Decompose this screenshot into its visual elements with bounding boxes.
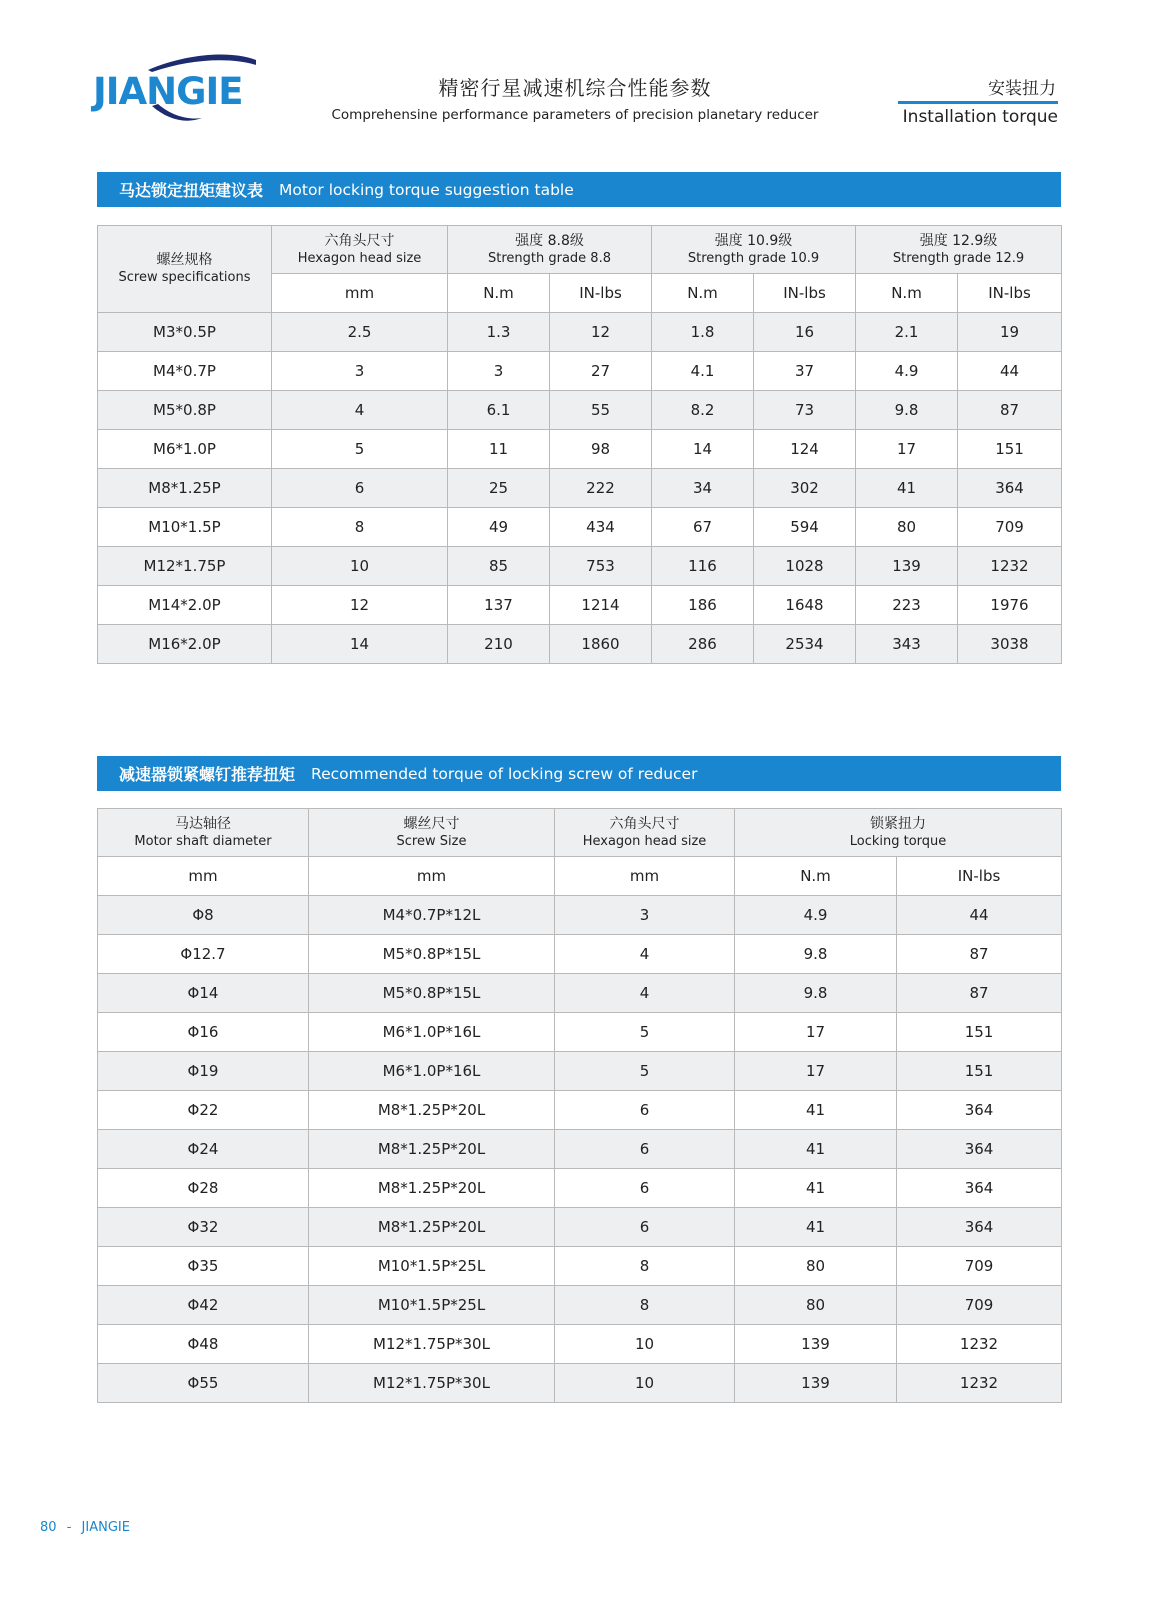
table-cell: M8*1.25P*20L [309, 1208, 555, 1247]
table-cell: 364 [897, 1208, 1062, 1247]
table-cell: Φ14 [98, 974, 309, 1013]
table2-title-en: Recommended torque of locking screw of reducer [311, 764, 698, 783]
table2-title-bar [97, 756, 1061, 791]
table-cell: 3 [272, 352, 448, 391]
header-hex-head: 六角头尺寸 Hexagon head size [555, 809, 735, 857]
table-row [98, 1364, 1062, 1403]
table-cell: 151 [897, 1013, 1062, 1052]
table-cell: 124 [754, 430, 856, 469]
table-row [98, 469, 1062, 508]
table-cell: 87 [897, 935, 1062, 974]
table-cell: 709 [958, 508, 1062, 547]
unit-cell: IN-lbs [550, 274, 652, 313]
table-cell: 1232 [897, 1364, 1062, 1403]
table-cell: 8 [555, 1247, 735, 1286]
table-row [98, 508, 1062, 547]
table-cell: 222 [550, 469, 652, 508]
table-cell: M16*2.0P [98, 625, 272, 664]
table-cell: M5*0.8P [98, 391, 272, 430]
header-shaft-diameter: 马达轴径 Motor shaft diameter [98, 809, 309, 857]
table-cell: 14 [652, 430, 754, 469]
table-cell: 1214 [550, 586, 652, 625]
table-cell: M4*0.7P*12L [309, 896, 555, 935]
table-row [98, 625, 1062, 664]
table-cell: 11 [448, 430, 550, 469]
unit-cell: N.m [448, 274, 550, 313]
table-cell: 709 [897, 1286, 1062, 1325]
table-row [98, 1052, 1062, 1091]
table-cell: 364 [958, 469, 1062, 508]
table-cell: 116 [652, 547, 754, 586]
table-cell: Φ28 [98, 1169, 309, 1208]
table-cell: 210 [448, 625, 550, 664]
table-cell: 151 [958, 430, 1062, 469]
table-cell: 8.2 [652, 391, 754, 430]
table-cell: 19 [958, 313, 1062, 352]
table-cell: 4.9 [856, 352, 958, 391]
table-cell: 753 [550, 547, 652, 586]
header-screw-spec: 螺丝规格 Screw specifications [98, 226, 272, 313]
table-row [98, 1091, 1062, 1130]
table-cell: M3*0.5P [98, 313, 272, 352]
section-underline [898, 101, 1058, 104]
table-cell: 10 [272, 547, 448, 586]
table-cell: M8*1.25P [98, 469, 272, 508]
footer-brand: JIANGIE [81, 1520, 130, 1535]
table-cell: 434 [550, 508, 652, 547]
table-row [98, 1325, 1062, 1364]
unit-cell: N.m [652, 274, 754, 313]
table-cell: 41 [735, 1169, 897, 1208]
locking-screw-torque-table [97, 808, 1062, 1403]
table-cell: 14 [272, 625, 448, 664]
header-title-en: Comprehensine performance parameters of precision planetary reducer [331, 107, 819, 123]
unit-cell: mm [272, 274, 448, 313]
unit-cell: IN-lbs [754, 274, 856, 313]
table-cell: 6 [555, 1130, 735, 1169]
unit-cell: mm [309, 857, 555, 896]
table-cell: 16 [754, 313, 856, 352]
table-cell: 343 [856, 625, 958, 664]
table-cell: 9.8 [735, 935, 897, 974]
table1-title-en: Motor locking torque suggestion table [279, 180, 574, 199]
table-cell: Φ35 [98, 1247, 309, 1286]
table-cell: 9.8 [856, 391, 958, 430]
table-cell: 302 [754, 469, 856, 508]
table-cell: 364 [897, 1091, 1062, 1130]
table-cell: M5*0.8P*15L [309, 935, 555, 974]
table-cell: 67 [652, 508, 754, 547]
table-cell: 3 [555, 896, 735, 935]
table-cell: Φ8 [98, 896, 309, 935]
table-cell: 5 [272, 430, 448, 469]
header-grade-12-9: 强度 12.9级 Strength grade 12.9 [856, 226, 1062, 274]
table-row [98, 1286, 1062, 1325]
table-cell: M5*0.8P*15L [309, 974, 555, 1013]
table-cell: 41 [735, 1208, 897, 1247]
unit-cell: mm [555, 857, 735, 896]
table-cell: 4.1 [652, 352, 754, 391]
table-cell: M10*1.5P*25L [309, 1247, 555, 1286]
table-cell: M10*1.5P*25L [309, 1286, 555, 1325]
table-cell: 73 [754, 391, 856, 430]
table-row [98, 896, 1062, 935]
table-cell: 2.5 [272, 313, 448, 352]
table-cell: 223 [856, 586, 958, 625]
table-cell: 17 [735, 1013, 897, 1052]
table-row [98, 1169, 1062, 1208]
table-cell: M12*1.75P*30L [309, 1364, 555, 1403]
table-cell: 25 [448, 469, 550, 508]
table-cell: 44 [958, 352, 1062, 391]
table-cell: M4*0.7P [98, 352, 272, 391]
table1-title-bar [97, 172, 1061, 207]
table-cell: 2534 [754, 625, 856, 664]
table-row [98, 974, 1062, 1013]
table-cell: 98 [550, 430, 652, 469]
table2-title-cn: 减速器锁紧螺钉推荐扭矩 [119, 765, 296, 784]
table-cell: 37 [754, 352, 856, 391]
table-cell: 6.1 [448, 391, 550, 430]
table-cell: 139 [856, 547, 958, 586]
table-cell: 12 [272, 586, 448, 625]
header-title-cn: 精密行星减速机综合性能参数 [438, 76, 712, 100]
table-cell: M14*2.0P [98, 586, 272, 625]
table-cell: 17 [735, 1052, 897, 1091]
table-row [98, 586, 1062, 625]
table-row [98, 313, 1062, 352]
table-cell: 6 [555, 1169, 735, 1208]
svg-text:JIANGIE: JIANGIE [93, 70, 243, 113]
table-cell: M8*1.25P*20L [309, 1169, 555, 1208]
table-cell: 87 [897, 974, 1062, 1013]
table-cell: 6 [272, 469, 448, 508]
table-cell: 1.3 [448, 313, 550, 352]
header-grade-10-9: 强度 10.9级 Strength grade 10.9 [652, 226, 856, 274]
table-cell: M12*1.75P*30L [309, 1325, 555, 1364]
table-cell: 9.8 [735, 974, 897, 1013]
table-row [98, 1013, 1062, 1052]
table-cell: 364 [897, 1169, 1062, 1208]
table-cell: 49 [448, 508, 550, 547]
table-cell: 3 [448, 352, 550, 391]
page-footer [40, 1520, 130, 1535]
table-cell: 41 [735, 1091, 897, 1130]
table-cell: 17 [856, 430, 958, 469]
table-cell: 186 [652, 586, 754, 625]
unit-cell: IN-lbs [958, 274, 1062, 313]
unit-cell: IN-lbs [897, 857, 1062, 896]
header-grade-8-8: 强度 8.8级 Strength grade 8.8 [448, 226, 652, 274]
table-cell: M6*1.0P*16L [309, 1052, 555, 1091]
table-cell: 594 [754, 508, 856, 547]
table-cell: 709 [897, 1247, 1062, 1286]
table-cell: Φ55 [98, 1364, 309, 1403]
table-cell: 80 [856, 508, 958, 547]
table-cell: 139 [735, 1364, 897, 1403]
table-cell: 8 [272, 508, 448, 547]
table-cell: 286 [652, 625, 754, 664]
table-cell: 34 [652, 469, 754, 508]
table-cell: 137 [448, 586, 550, 625]
section-label-cn: 安装扭力 [988, 79, 1056, 99]
table-cell: 4 [555, 974, 735, 1013]
table-row [98, 352, 1062, 391]
jiangie-logo [90, 48, 265, 123]
table-row [98, 1208, 1062, 1247]
table-cell: 364 [897, 1130, 1062, 1169]
table-cell: 3038 [958, 625, 1062, 664]
table-cell: M6*1.0P*16L [309, 1013, 555, 1052]
table-cell: 2.1 [856, 313, 958, 352]
table-cell: 5 [555, 1013, 735, 1052]
table-cell: 44 [897, 896, 1062, 935]
table-cell: 1232 [897, 1325, 1062, 1364]
table-row [98, 1130, 1062, 1169]
table-cell: Φ48 [98, 1325, 309, 1364]
table-cell: 12 [550, 313, 652, 352]
table-cell: 10 [555, 1364, 735, 1403]
table-row [98, 935, 1062, 974]
page-number: 80 [40, 1520, 57, 1535]
table-cell: M12*1.75P [98, 547, 272, 586]
table-cell: Φ42 [98, 1286, 309, 1325]
unit-cell: N.m [856, 274, 958, 313]
table-cell: 5 [555, 1052, 735, 1091]
table-cell: M6*1.0P [98, 430, 272, 469]
table-cell: M10*1.5P [98, 508, 272, 547]
table1-title-cn: 马达锁定扭矩建议表 [119, 181, 264, 200]
table-cell: Φ16 [98, 1013, 309, 1052]
table-cell: 4 [272, 391, 448, 430]
table-cell: 80 [735, 1247, 897, 1286]
header-screw-size: 螺丝尺寸 Screw Size [309, 809, 555, 857]
table-cell: 1976 [958, 586, 1062, 625]
table-cell: 4.9 [735, 896, 897, 935]
header-locking-torque: 锁紧扭力 Locking torque [735, 809, 1062, 857]
table-cell: Φ19 [98, 1052, 309, 1091]
table-cell: 1.8 [652, 313, 754, 352]
table-cell: 87 [958, 391, 1062, 430]
table-cell: 27 [550, 352, 652, 391]
units-row [98, 857, 1062, 896]
table-cell: 10 [555, 1325, 735, 1364]
table-cell: 41 [856, 469, 958, 508]
table-cell: 41 [735, 1130, 897, 1169]
table-cell: 1232 [958, 547, 1062, 586]
table-cell: 151 [897, 1052, 1062, 1091]
table-cell: 85 [448, 547, 550, 586]
document-header [330, 72, 820, 123]
table-cell: 6 [555, 1208, 735, 1247]
table-cell: 4 [555, 935, 735, 974]
motor-locking-torque-table [97, 225, 1062, 664]
section-label-en: Installation torque [902, 107, 1058, 127]
table-cell: 1648 [754, 586, 856, 625]
table-cell: 139 [735, 1325, 897, 1364]
table-cell: M8*1.25P*20L [309, 1130, 555, 1169]
table-cell: Φ24 [98, 1130, 309, 1169]
table-cell: 80 [735, 1286, 897, 1325]
unit-cell: mm [98, 857, 309, 896]
table-cell: 6 [555, 1091, 735, 1130]
unit-cell: N.m [735, 857, 897, 896]
table-row [98, 391, 1062, 430]
table-cell: 55 [550, 391, 652, 430]
header-hex-head: 六角头尺寸 Hexagon head size [272, 226, 448, 274]
table-row [98, 547, 1062, 586]
table-row [98, 1247, 1062, 1286]
table-row [98, 430, 1062, 469]
section-label [898, 74, 1058, 127]
table-cell: Φ22 [98, 1091, 309, 1130]
table-cell: M8*1.25P*20L [309, 1091, 555, 1130]
table-cell: Φ12.7 [98, 935, 309, 974]
table-cell: Φ32 [98, 1208, 309, 1247]
table-cell: 8 [555, 1286, 735, 1325]
table-cell: 1028 [754, 547, 856, 586]
table-cell: 1860 [550, 625, 652, 664]
footer-separator: - [66, 1520, 72, 1535]
